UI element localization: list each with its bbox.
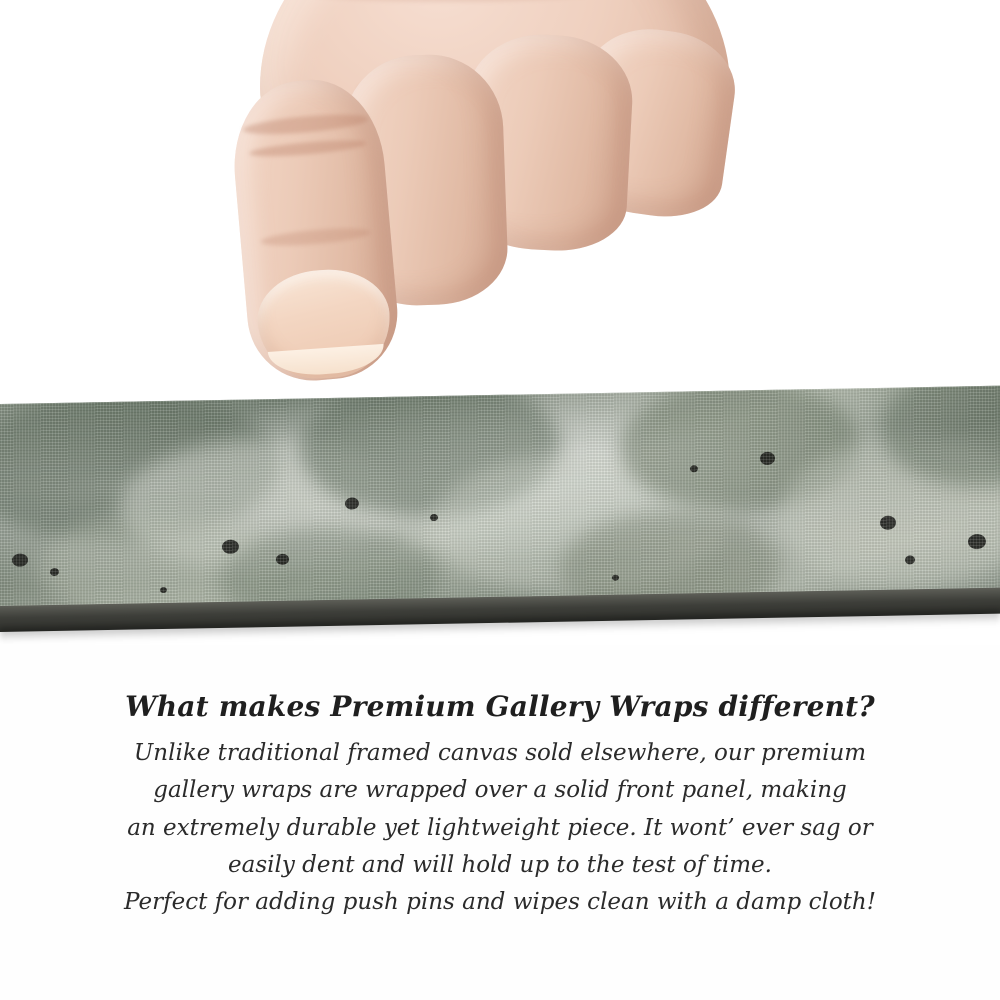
caption-block (0, 690, 1000, 921)
hand-illustration (90, 0, 710, 430)
caption-line-4: easily dent and will hold up to the test of time. (228, 851, 772, 878)
caption-line-1: Unlike traditional framed canvas sold elsewhere, our premium (133, 740, 867, 766)
gallery-wrap-canvas-panel (0, 404, 1000, 645)
caption-heading: What makes Premium Gallery Wraps different? (125, 690, 875, 723)
caption-line-5: Perfect for adding push pins and wipes clean with a damp cloth! (124, 889, 876, 915)
canvas-weave-texture (0, 386, 1000, 616)
caption-line-3: an extremely durable yet lightweight piece. It wont’ ever sag or (127, 814, 873, 841)
caption-body (120, 735, 880, 921)
canvas-printed-surface (0, 386, 1000, 616)
caption-line-2: gallery wraps are wrapped over a solid front panel, making (153, 777, 847, 804)
